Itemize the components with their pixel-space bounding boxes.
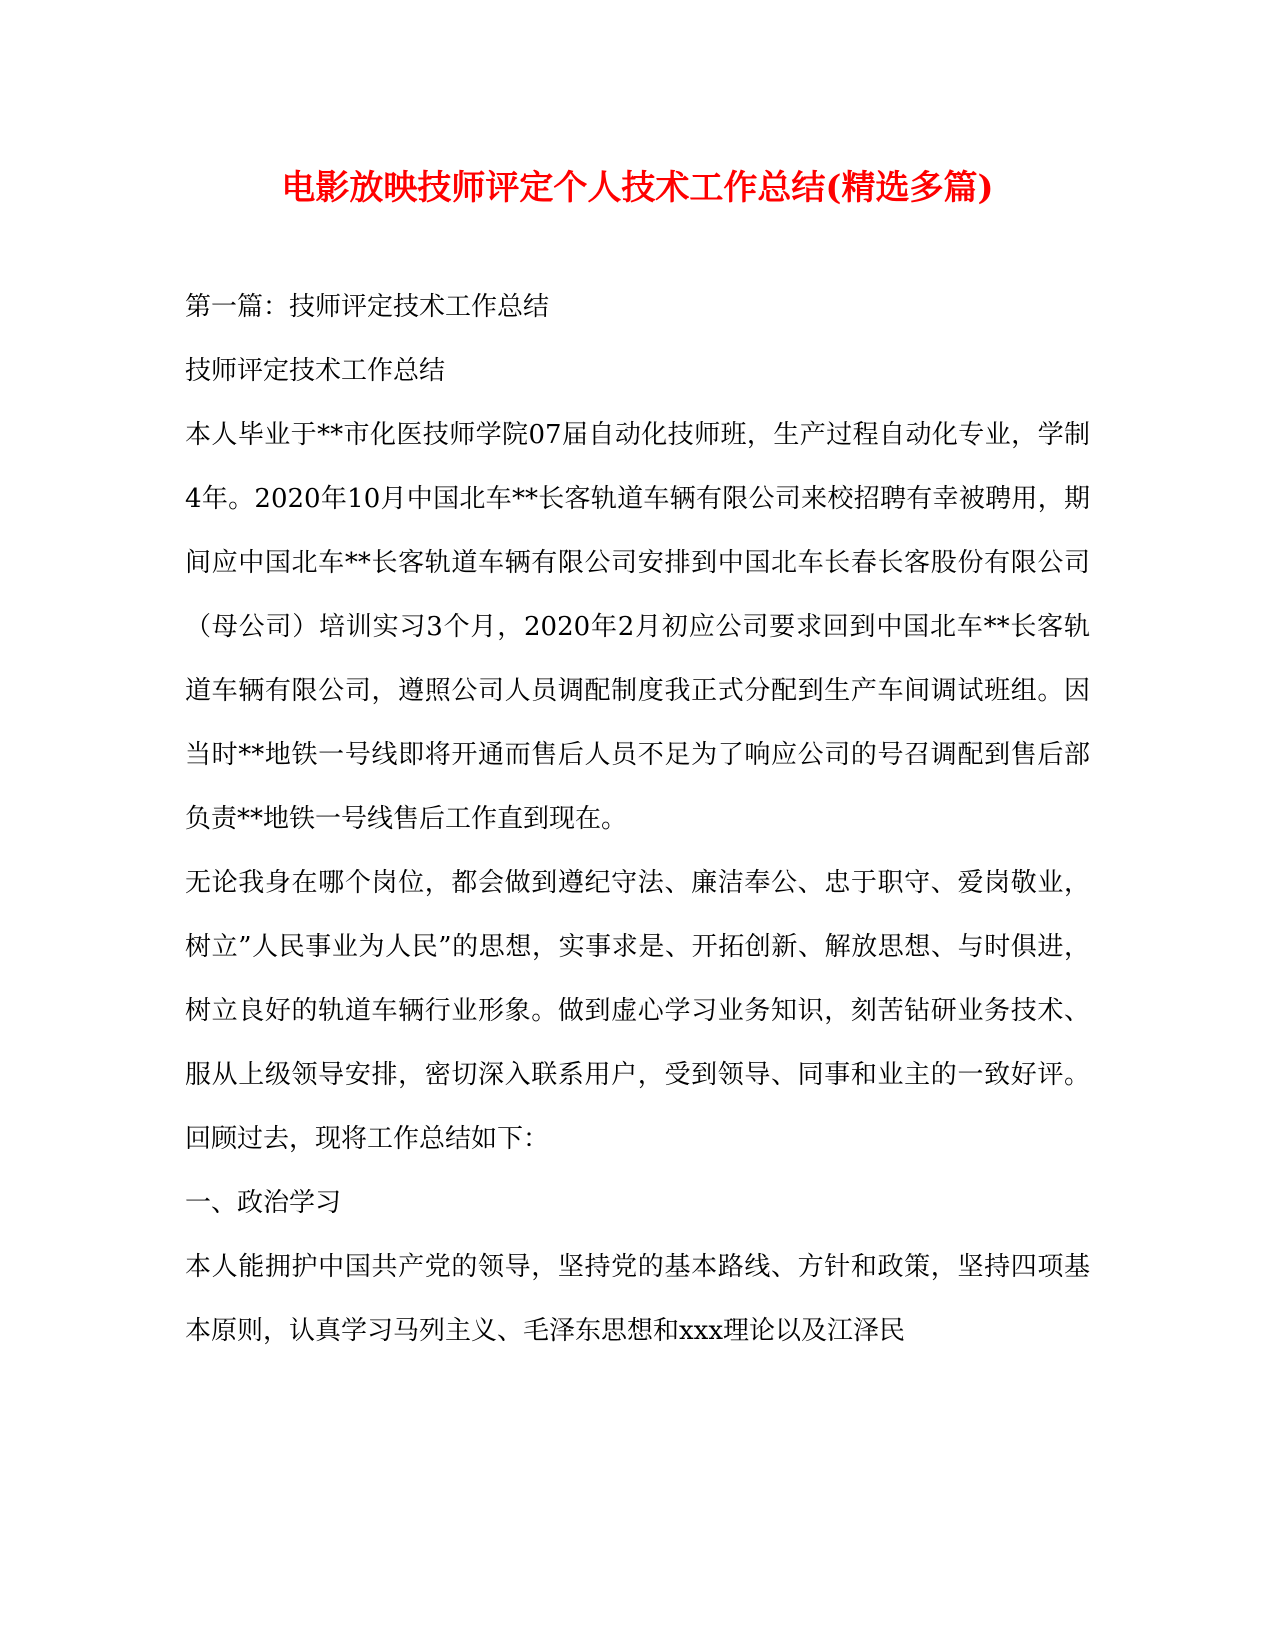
body-paragraph: 本人毕业于**市化医技师学院07届自动化技师班，生产过程自动化专业，学制4年。2020年10月中国北车**长客轨道车辆有限公司来校招聘有幸被聘用，期间应中国北车**长客轨道车辆有限公司安排到中国北车长春长客股份有限公司（母公司）培训实习3个月，2020年2月初应公司要求回到中国北车**长客轨道车辆有限公司，遵照公司人员调配制度我正式分配到生产车间调试班组。因当时**地铁一号线即将开通而售后人员不足为了响应公司的号召调配到售后部负责**地铁一号线售后工作直到现在。	[185, 420, 1090, 834]
document-title: 电影放映技师评定个人技术工作总结(精选多篇)	[281, 168, 994, 208]
body-paragraph: 本人能拥护中国共产党的领导，坚持党的基本路线、方针和政策，坚持四项基本原则，认真学习马列主义、毛泽东思想和xxx理论以及江泽民	[185, 1252, 1090, 1346]
section-heading: 第一篇：技师评定技术工作总结	[185, 292, 550, 322]
subsection-heading: 技师评定技术工作总结	[185, 356, 446, 386]
section-heading-politics: 一、政治学习	[185, 1188, 342, 1218]
document-body	[185, 275, 1090, 1363]
body-paragraph: 无论我身在哪个岗位，都会做到遵纪守法、廉洁奉公、忠于职守、爱岗敬业，树立”人民事业为人民”的思想，实事求是、开拓创新、解放思想、与时俱进，树立良好的轨道车辆行业形象。做到虚心学习业务知识，刻苦钻研业务技术、服从上级领导安排，密切深入联系用户，受到领导、同事和业主的一致好评。回顾过去，现将工作总结如下：	[185, 868, 1090, 1154]
